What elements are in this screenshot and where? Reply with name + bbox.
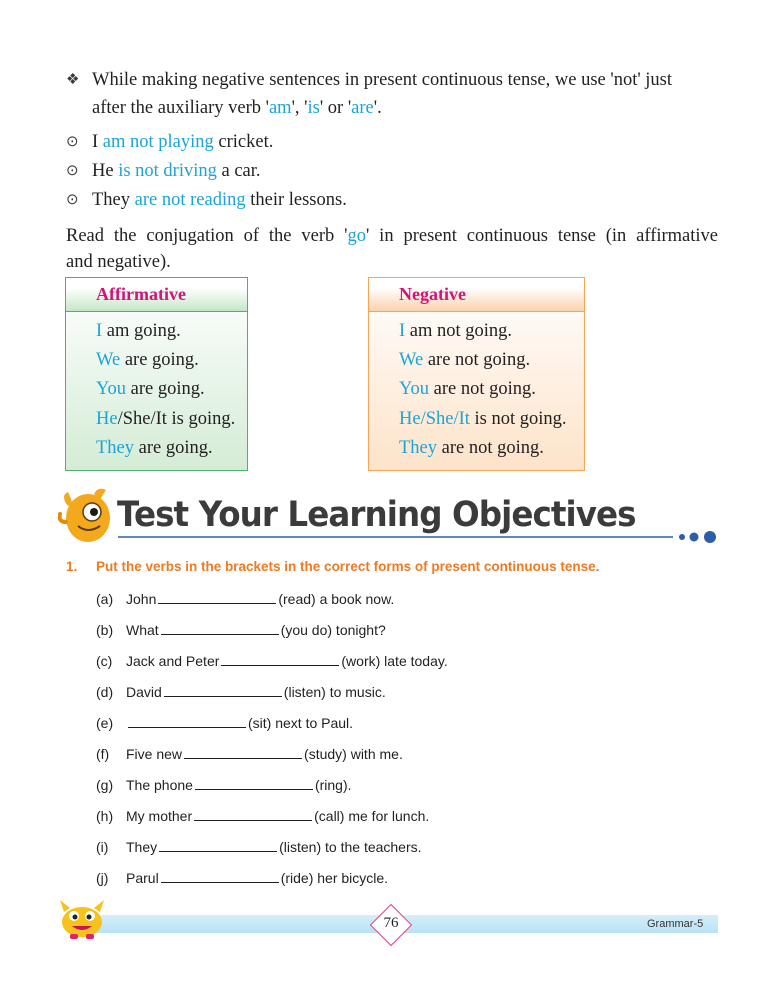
exercise-item-e: (e) (sit) next to Paul. bbox=[96, 715, 354, 731]
conjugation-instruction-line-1: Read the conjugation of the verb 'go' in present continuous tense (in affirmative bbox=[66, 226, 718, 246]
footer-mascot-icon bbox=[56, 896, 108, 940]
answer-blank[interactable] bbox=[194, 808, 312, 821]
exercise-item-h: (h) My mother (call) me for lunch. bbox=[96, 808, 430, 824]
answer-blank[interactable] bbox=[184, 746, 302, 759]
example-1: ⊙ I am not playing cricket. bbox=[66, 128, 273, 156]
conjugation-instruction-line-2: and negative). bbox=[66, 252, 171, 272]
answer-blank[interactable] bbox=[161, 622, 279, 635]
answer-blank[interactable] bbox=[158, 591, 276, 604]
answer-blank[interactable] bbox=[195, 777, 313, 790]
mascot-icon bbox=[58, 486, 120, 548]
answer-blank[interactable] bbox=[159, 839, 277, 852]
negative-row: They are not going. bbox=[399, 437, 544, 458]
rule-line-2: after the auxiliary verb 'am', 'is' or 'are'. bbox=[92, 98, 382, 118]
exercise-item-g: (g) The phone (ring). bbox=[96, 777, 352, 793]
answer-blank[interactable] bbox=[128, 715, 246, 728]
circle-bullet-icon: ⊙ bbox=[66, 134, 79, 150]
exercise-instruction: 1. Put the verbs in the brackets in the correct forms of present continuous tense. bbox=[66, 559, 600, 574]
negative-table bbox=[368, 277, 585, 471]
exercise-item-j: (j) Parul (ride) her bicycle. bbox=[96, 870, 389, 886]
affirmative-title: Affirmative bbox=[66, 278, 247, 312]
exercise-item-d: (d) David (listen) to music. bbox=[96, 684, 386, 700]
page-number: 76 bbox=[383, 915, 399, 931]
example-2: ⊙ He is not driving a car. bbox=[66, 157, 261, 185]
heading-underline bbox=[118, 531, 722, 545]
diamond-bullet-icon: ❖ bbox=[66, 72, 80, 88]
negative-row: We are not going. bbox=[399, 350, 531, 371]
affirmative-row: They are going. bbox=[96, 437, 213, 458]
answer-blank[interactable] bbox=[164, 684, 282, 697]
answer-blank[interactable] bbox=[221, 653, 339, 666]
negative-row: You are not going. bbox=[399, 379, 536, 400]
exercise-item-a: (a) John (read) a book now. bbox=[96, 591, 395, 607]
rule-line-1: ❖ While making negative sentences in present continuous tense, we use 'not' just bbox=[66, 66, 672, 94]
affirmative-row: You are going. bbox=[96, 379, 205, 400]
affirmative-row: He/She/It is going. bbox=[96, 408, 236, 429]
circle-bullet-icon: ⊙ bbox=[66, 163, 79, 179]
exercise-item-i: (i) They (listen) to the teachers. bbox=[96, 839, 422, 855]
exercise-item-f: (f) Five new (study) with me. bbox=[96, 746, 403, 762]
book-title: Grammar-5 bbox=[647, 918, 704, 930]
affirmative-row: We are going. bbox=[96, 350, 199, 371]
circle-bullet-icon: ⊙ bbox=[66, 192, 79, 208]
section-heading: Test Your Learning Objectives bbox=[117, 495, 636, 535]
negative-row: I am not going. bbox=[399, 321, 513, 341]
example-3: ⊙ They are not reading their lessons. bbox=[66, 186, 347, 214]
negative-row: He/She/It is not going. bbox=[399, 408, 567, 429]
exercise-item-c: (c) Jack and Peter (work) late today. bbox=[96, 653, 448, 669]
exercise-item-b: (b) What (you do) tonight? bbox=[96, 622, 386, 638]
answer-blank[interactable] bbox=[161, 870, 279, 883]
affirmative-row: I am going. bbox=[96, 321, 181, 341]
negative-title: Negative bbox=[369, 278, 584, 312]
affirmative-table bbox=[65, 277, 248, 471]
